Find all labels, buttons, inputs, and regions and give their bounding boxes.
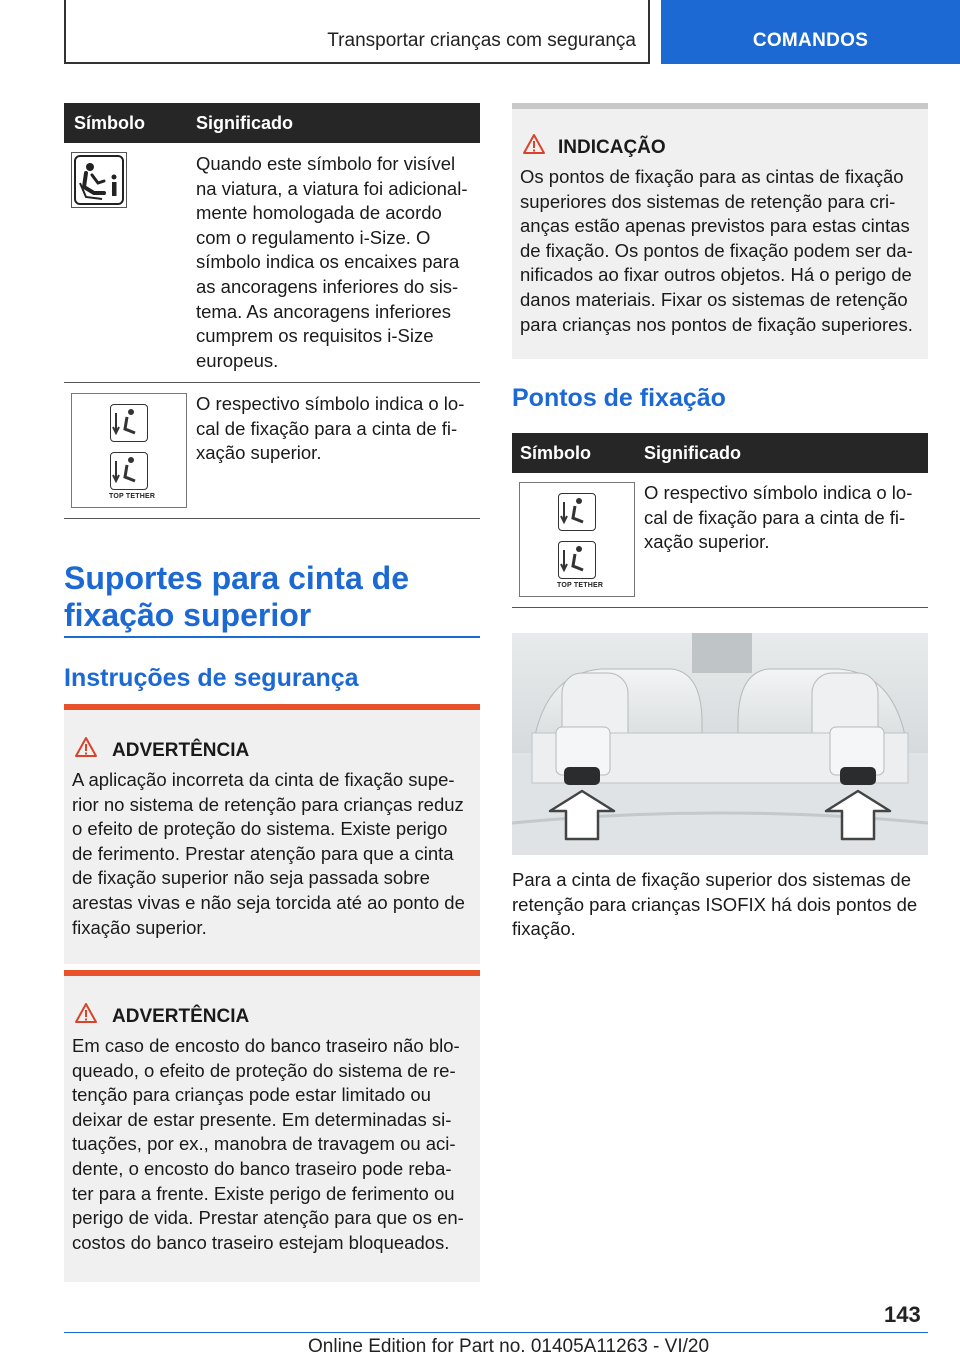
warning-title: ADVERTÊNCIA [112,740,250,761]
top-tether-icon [519,482,635,597]
section-title: Suportes para cinta de fixação superior [64,560,409,633]
tether-seat-icon [110,404,148,442]
table-divider [64,518,480,519]
header-chapter-box [64,0,650,64]
column-header-symbol: Símbolo [520,443,591,463]
safety-heading: Instruções de segurança [64,664,359,692]
chapter-title: Transportar crianças com segurança [327,30,636,51]
section-title-underline [64,636,480,638]
tether-label: TOP TETHER [557,582,604,589]
section-label: COMANDOS [752,30,869,51]
tether-label: TOP TETHER [109,493,156,500]
top-tether-icon [71,393,187,508]
table-header [64,103,480,143]
row2-meaning: O respectivo símbolo indica o lo- cal de fixação para a cinta de fi- xação superior. [196,393,465,464]
row1-meaning: Quando este símbolo for visível na viatura, a viatura foi adicional- mente homologada de acordo com o regulamento i-Size. O símbolo indica os encaixes para as ancoragens inferiores do sis- tema. As ancoragens inferiores cumprem os requisitos i-Size europeus. [196,153,468,371]
table2-row1-meaning: O respectivo símbolo indica o lo- cal de fixação para a cinta de fi- xação superior. [644,482,913,553]
tether-seat-icon [110,452,148,490]
table-divider [64,382,480,383]
column-header-meaning: Significado [196,113,294,133]
table-header [512,433,928,473]
caution-triangle-icon [522,133,546,155]
footer-edition: Online Edition for Part no. 01405A11263 - VI/20 [308,1336,710,1357]
rear-seat-image [512,633,928,855]
image-caption: Para a cinta de fixação superior dos sistemas de retenção para crianças ISOFIX há dois pontos de fixação. [512,869,918,940]
table-divider [512,607,928,608]
notice-box [512,103,928,359]
i-size-seat-icon [71,152,127,208]
footer-divider [64,1332,928,1333]
column-header-symbol: Símbolo [74,113,145,133]
tether-seat-icon [558,541,596,579]
warning-title: ADVERTÊNCIA [112,1006,250,1027]
header-section-tab[interactable] [661,0,960,64]
notice-title: INDICAÇÃO [558,137,666,158]
warning-triangle-icon [74,736,98,758]
notice-text: Os pontos de fixação para as cintas de fixação superiores dos sistemas de retenção para cri- anças estão apenas previstos para estas cintas de fixação. Os pontos de fixação podem ser da- nificados ao fixar outros objetos. Há o perigo de danos materiais. Fixar os sistemas de retenção para crianças nos pontos de fixação superiores. [520,166,913,335]
column-header-meaning: Significado [644,443,742,463]
tether-seat-icon [558,493,596,531]
anchor-heading: Pontos de fixação [512,384,726,412]
warning-text: Em caso de encosto do banco traseiro não blo- queado, o efeito de proteção do sistema de re- tenção para crianças pode estar limitado ou deixar de estar presente. Em determinadas si- tuações, por ex., manobra de travagem ou aci- dente, o encosto do banco traseiro pode reba- ter para a frente. Existe perigo de ferimento ou perigo de vida. Prestar atenção para que os en- costos do banco traseiro estejam bloqueados. [72,1035,464,1253]
warning-box [64,704,480,964]
warning-text: A aplicação incorreta da cinta de fixação supe- rior no sistema de retenção para crianças reduz o efeito de proteção do sistema. Existe perigo de ferimento. Prestar atenção para que a cinta de fixação superior não seja passada sobre arestas vivas e não seja torcida até ao ponto de fixação superior. [72,769,465,938]
warning-triangle-icon [74,1002,98,1024]
page-number: 143 [884,1302,921,1327]
warning-box [64,970,480,1282]
